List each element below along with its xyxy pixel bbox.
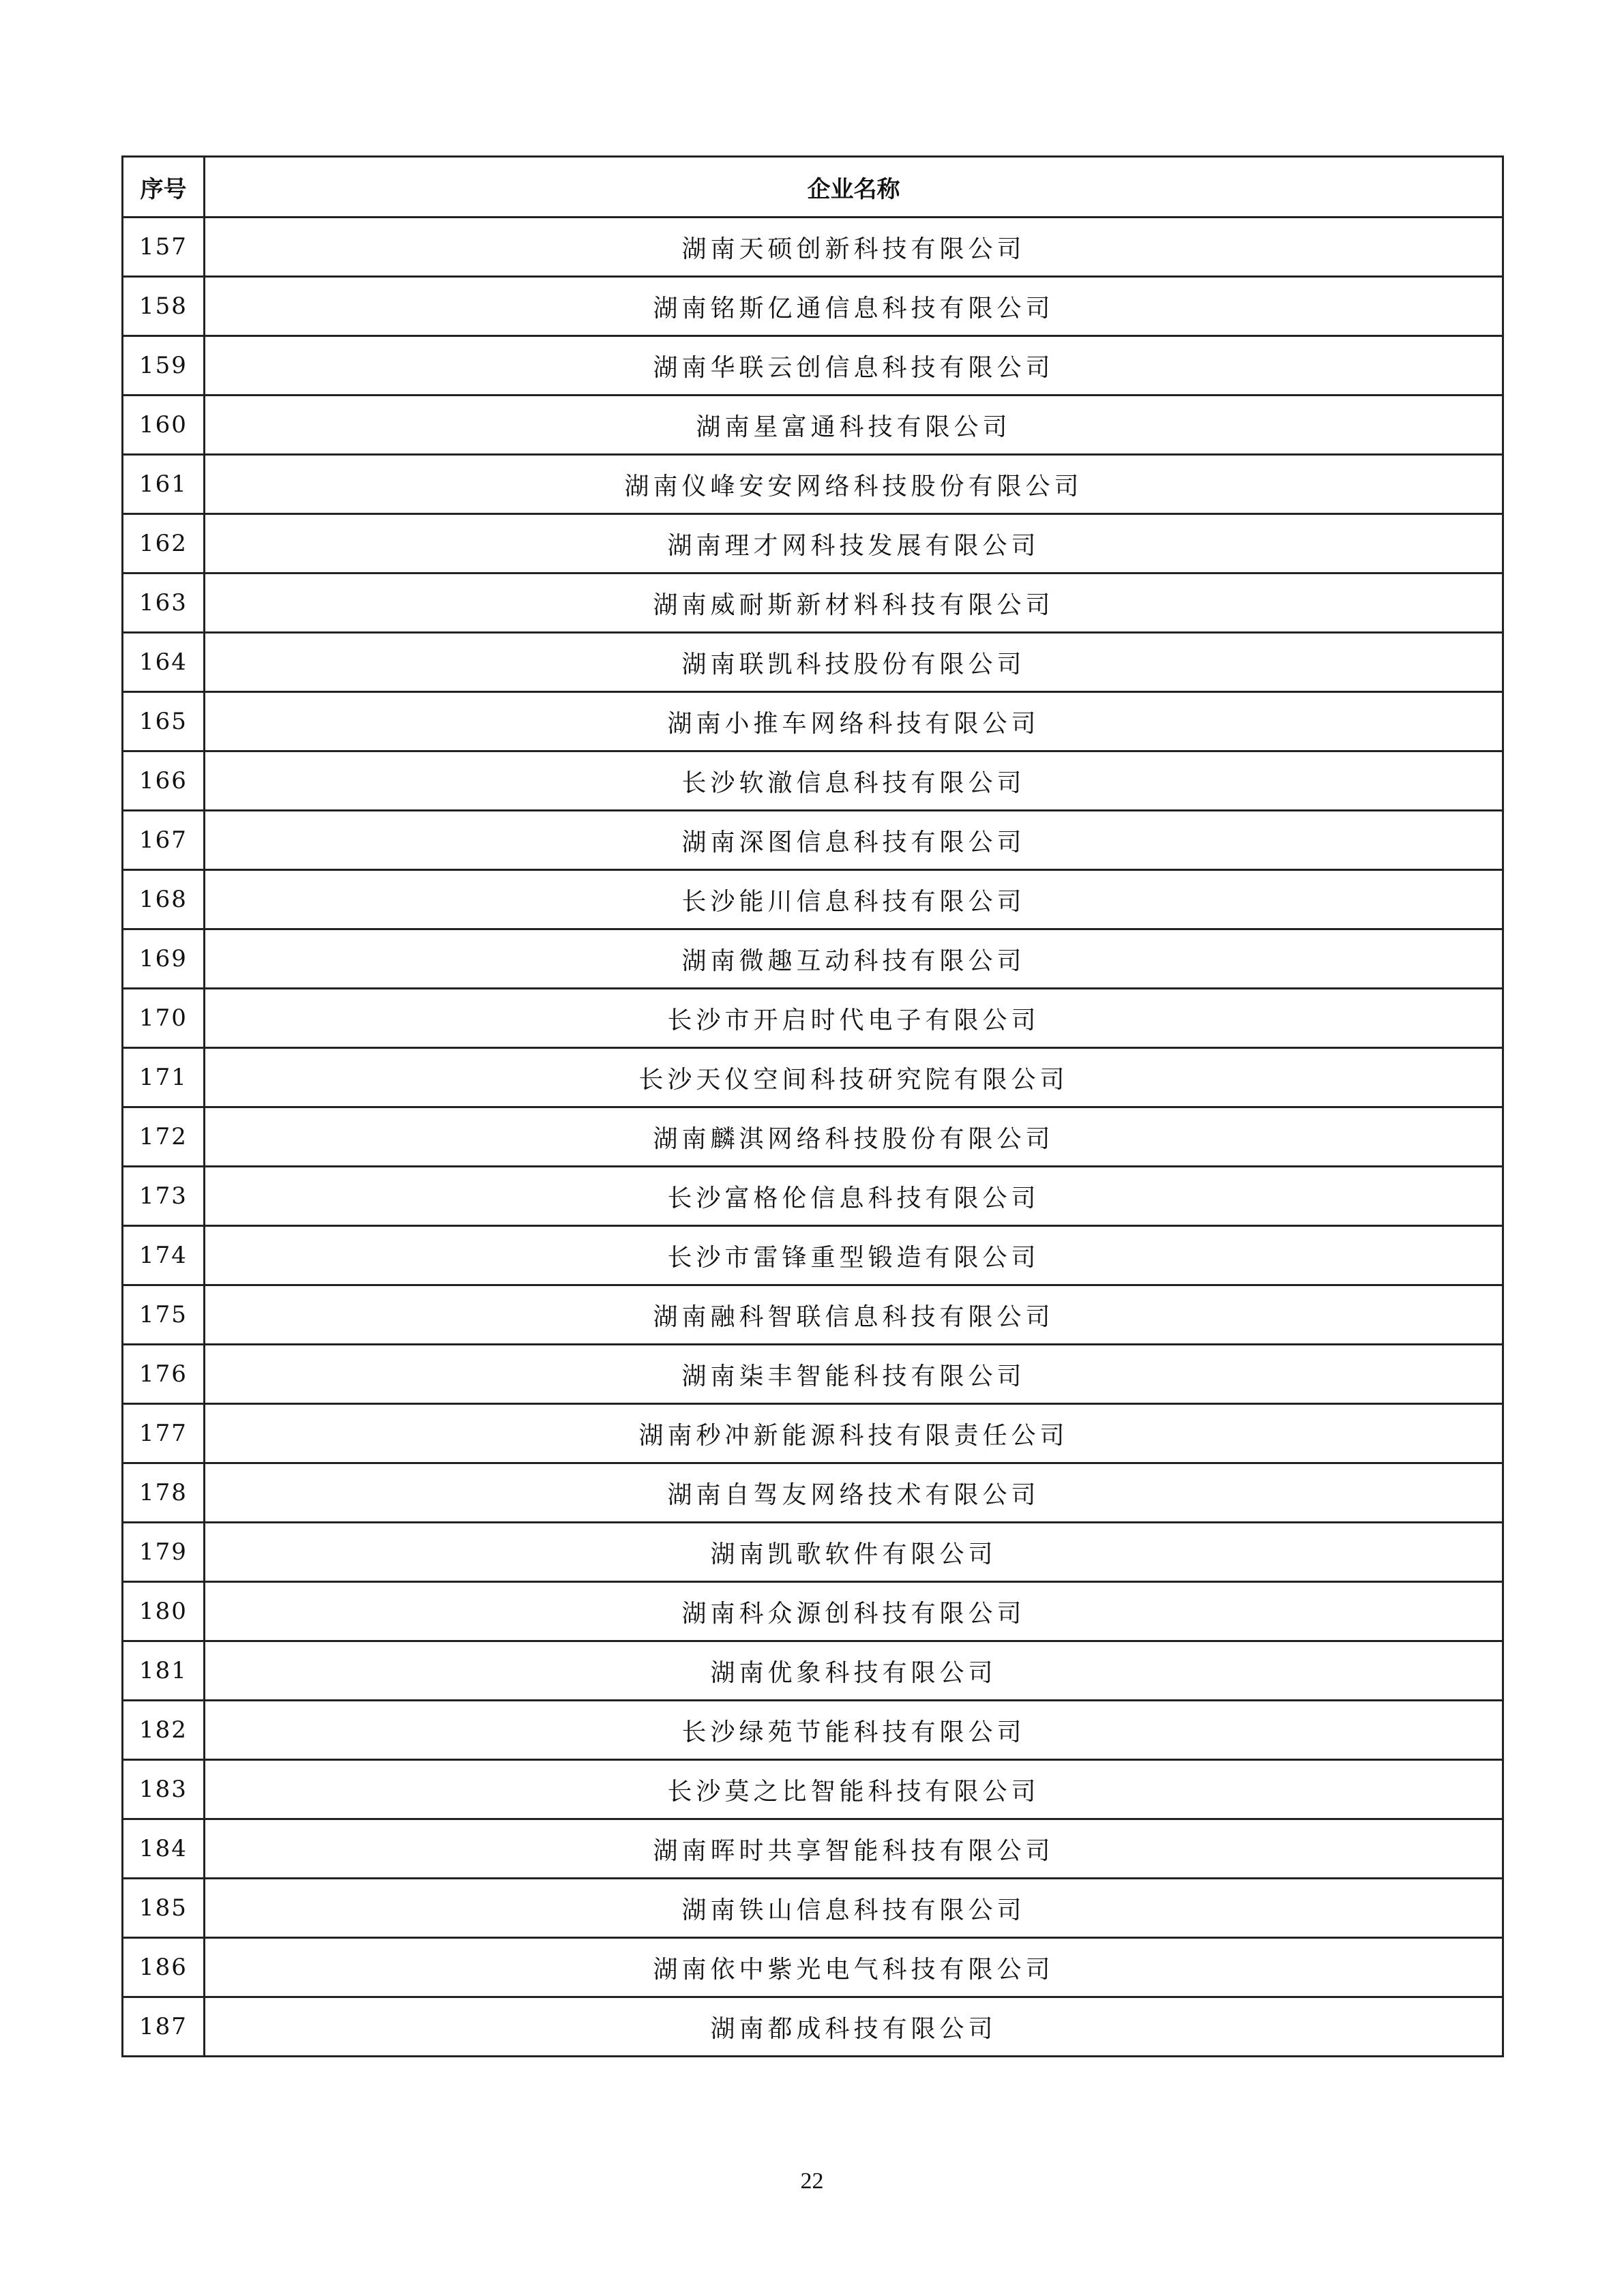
table-row: [123, 1582, 1503, 1641]
table-body: [123, 218, 1503, 2057]
page-number: 22: [800, 2168, 824, 2194]
table-row: [123, 870, 1503, 929]
row-seq: 181: [123, 1641, 205, 1701]
table-row: [123, 1523, 1503, 1582]
row-company-name: 湖南理才网科技发展有限公司: [205, 514, 1503, 573]
row-company-name: 湖南优象科技有限公司: [205, 1641, 1503, 1701]
row-company-name: 湖南华联云创信息科技有限公司: [205, 336, 1503, 396]
table-row: [123, 989, 1503, 1048]
row-seq: 165: [123, 692, 205, 751]
table-row: [123, 1819, 1503, 1879]
row-seq: 171: [123, 1048, 205, 1107]
company-table: [121, 155, 1504, 2057]
row-seq: 160: [123, 396, 205, 455]
row-seq: 185: [123, 1879, 205, 1938]
row-company-name: 湖南科众源创科技有限公司: [205, 1582, 1503, 1641]
row-seq: 182: [123, 1701, 205, 1760]
row-company-name: 湖南威耐斯新材料科技有限公司: [205, 573, 1503, 633]
table-row: [123, 573, 1503, 633]
row-company-name: 长沙富格伦信息科技有限公司: [205, 1167, 1503, 1226]
row-seq: 183: [123, 1760, 205, 1819]
row-company-name: 湖南仪峰安安网络科技股份有限公司: [205, 455, 1503, 514]
row-company-name: 湖南依中紫光电气科技有限公司: [205, 1938, 1503, 1997]
row-seq: 180: [123, 1582, 205, 1641]
row-seq: 168: [123, 870, 205, 929]
row-company-name: 湖南联凯科技股份有限公司: [205, 633, 1503, 692]
row-seq: 159: [123, 336, 205, 396]
row-company-name: 长沙天仪空间科技研究院有限公司: [205, 1048, 1503, 1107]
header-seq: 序号: [123, 157, 205, 218]
row-company-name: 长沙软澈信息科技有限公司: [205, 751, 1503, 811]
row-company-name: 湖南天硕创新科技有限公司: [205, 218, 1503, 277]
row-company-name: 长沙能川信息科技有限公司: [205, 870, 1503, 929]
row-company-name: 湖南微趣互动科技有限公司: [205, 929, 1503, 989]
header-company-name: 企业名称: [205, 157, 1503, 218]
table-row: [123, 1463, 1503, 1523]
table-row: [123, 1345, 1503, 1404]
row-company-name: 湖南秒冲新能源科技有限责任公司: [205, 1404, 1503, 1463]
row-seq: 157: [123, 218, 205, 277]
table-row: [123, 811, 1503, 870]
row-company-name: 湖南麟淇网络科技股份有限公司: [205, 1107, 1503, 1167]
row-company-name: 长沙市雷锋重型锻造有限公司: [205, 1226, 1503, 1285]
row-seq: 167: [123, 811, 205, 870]
row-company-name: 长沙市开启时代电子有限公司: [205, 989, 1503, 1048]
table-row: [123, 1226, 1503, 1285]
table-row: [123, 277, 1503, 336]
table-row: [123, 455, 1503, 514]
row-company-name: 湖南自驾友网络技术有限公司: [205, 1463, 1503, 1523]
row-seq: 158: [123, 277, 205, 336]
table-row: [123, 1701, 1503, 1760]
row-seq: 161: [123, 455, 205, 514]
row-seq: 169: [123, 929, 205, 989]
row-company-name: 湖南星富通科技有限公司: [205, 396, 1503, 455]
row-seq: 174: [123, 1226, 205, 1285]
row-seq: 175: [123, 1285, 205, 1345]
table-row: [123, 1107, 1503, 1167]
row-company-name: 湖南深图信息科技有限公司: [205, 811, 1503, 870]
row-seq: 187: [123, 1997, 205, 2057]
table-row: [123, 1404, 1503, 1463]
row-company-name: 湖南融科智联信息科技有限公司: [205, 1285, 1503, 1345]
row-seq: 184: [123, 1819, 205, 1879]
row-company-name: 湖南柒丰智能科技有限公司: [205, 1345, 1503, 1404]
table-row: [123, 1641, 1503, 1701]
row-seq: 178: [123, 1463, 205, 1523]
table-row: [123, 692, 1503, 751]
row-seq: 173: [123, 1167, 205, 1226]
row-seq: 179: [123, 1523, 205, 1582]
row-company-name: 湖南小推车网络科技有限公司: [205, 692, 1503, 751]
table-row: [123, 1760, 1503, 1819]
table-row: [123, 1285, 1503, 1345]
row-company-name: 湖南凯歌软件有限公司: [205, 1523, 1503, 1582]
table-row: [123, 218, 1503, 277]
row-company-name: 湖南晖时共享智能科技有限公司: [205, 1819, 1503, 1879]
row-seq: 166: [123, 751, 205, 811]
table-row: [123, 514, 1503, 573]
row-seq: 164: [123, 633, 205, 692]
table-header-row: [123, 157, 1503, 218]
table-row: [123, 929, 1503, 989]
table-row: [123, 633, 1503, 692]
row-company-name: 长沙绿苑节能科技有限公司: [205, 1701, 1503, 1760]
row-seq: 176: [123, 1345, 205, 1404]
row-seq: 172: [123, 1107, 205, 1167]
table-row: [123, 1167, 1503, 1226]
row-seq: 162: [123, 514, 205, 573]
row-company-name: 湖南铁山信息科技有限公司: [205, 1879, 1503, 1938]
row-seq: 186: [123, 1938, 205, 1997]
row-company-name: 长沙莫之比智能科技有限公司: [205, 1760, 1503, 1819]
table-row: [123, 1048, 1503, 1107]
row-company-name: 湖南都成科技有限公司: [205, 1997, 1503, 2057]
table-row: [123, 396, 1503, 455]
table-row: [123, 1997, 1503, 2057]
table-row: [123, 751, 1503, 811]
table-row: [123, 1879, 1503, 1938]
row-seq: 170: [123, 989, 205, 1048]
table-row: [123, 1938, 1503, 1997]
row-seq: 177: [123, 1404, 205, 1463]
table-row: [123, 336, 1503, 396]
row-seq: 163: [123, 573, 205, 633]
row-company-name: 湖南铭斯亿通信息科技有限公司: [205, 277, 1503, 336]
